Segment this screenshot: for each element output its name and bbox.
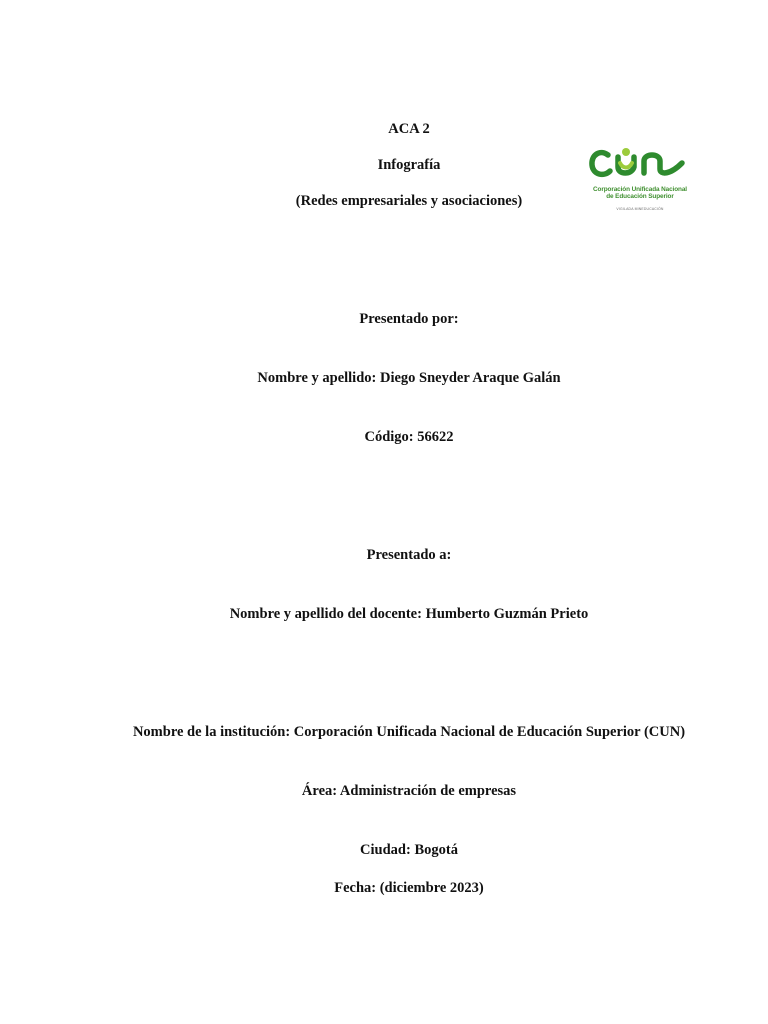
assignment-type: Infografía (377, 157, 441, 173)
cun-logo-mark (588, 145, 696, 185)
area: Área: Administración de empresas (301, 783, 517, 799)
presented-to-label: Presentado a: (366, 547, 452, 563)
cun-logo (588, 145, 696, 217)
logo-text-line3: VIGILADA MINEDUCACIÓN (616, 207, 664, 211)
assignment-topic: (Redes empresariales y asociaciones) (295, 193, 523, 209)
logo-text-line1: Corporación Unificada Nacional (593, 186, 687, 193)
student-name: Nombre y apellido: Diego Sneyder Araque Galán (257, 370, 561, 386)
date: Fecha: (diciembre 2023) (334, 880, 484, 896)
presented-by-label: Presentado por: (359, 311, 459, 327)
teacher-name: Nombre y apellido del docente: Humberto Guzmán Prieto (229, 606, 589, 622)
city: Ciudad: Bogotá (360, 842, 458, 858)
institution-name: Nombre de la institución: Corporación Unificada Nacional de Educación Superior (CUN) (132, 724, 686, 740)
logo-text-line2: de Educación Superior (606, 193, 674, 200)
student-code: Código: 56622 (364, 429, 454, 445)
assignment-title: ACA 2 (388, 121, 430, 137)
